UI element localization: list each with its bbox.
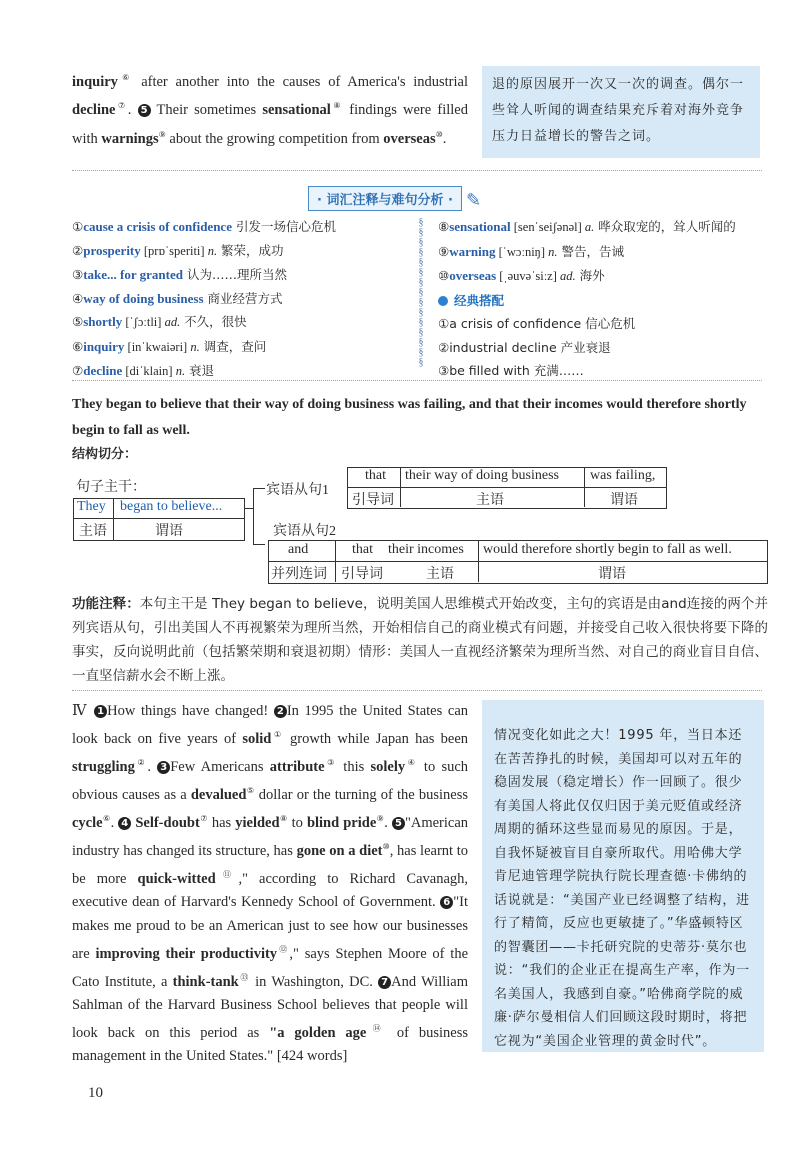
obj2-and: and	[288, 542, 309, 557]
box-line	[584, 467, 585, 507]
vocab-item	[438, 215, 768, 240]
vocab-number: ⑥	[72, 338, 84, 354]
vocab-list-left	[72, 215, 412, 384]
box-line	[347, 487, 666, 488]
vocab-pos: n.	[548, 244, 558, 259]
vocab-gloss: 繁荣，成功	[217, 242, 284, 258]
function-note-text: 本句主干是 They began to believe，说明美国人思维模式开始改变，主句的宾语是由and连接的两个并列宾语从句，引出美国人不再视繁荣为理所当然，开始相信自己的商业模式有问题，并接受自己收入很快将要下降的事实，反向说明此前（包括繁荣期和衰退初期）情形：美国人一直视经济繁荣为理所当然、对自己的商业盲目自信、一直坚信薪水会不断上涨。	[72, 596, 768, 684]
vocab-list-right	[438, 215, 768, 383]
function-note	[72, 592, 768, 688]
obj2-subject-tag: 主语	[426, 567, 454, 582]
box-line	[113, 498, 114, 540]
object-clause-2-label: 宾语从句2	[273, 524, 336, 539]
vocab-phonetic: [inˈkwaiəri]	[124, 339, 191, 354]
vocab-number: ⑨	[438, 243, 450, 259]
vocab-word: sensational	[449, 219, 511, 234]
obj1-predicate: was failing,	[590, 468, 656, 483]
vocab-word: inquiry	[83, 338, 125, 354]
vocab-gloss: 引发一场信心危机	[231, 219, 336, 234]
vocab-word: decline	[83, 363, 123, 378]
obj2-that: that	[352, 542, 373, 557]
difficult-sentence: They began to believe that their way of doing business was failing, and that their incomes would therefore shortly begin to fall as well.	[72, 397, 747, 438]
vocab-word: overseas	[449, 268, 497, 283]
vocab-phonetic: [diˈklain]	[122, 364, 176, 378]
collocation-item: ③be filled with 充满……	[438, 363, 584, 378]
obj2-predicate-tag: 谓语	[598, 567, 626, 582]
divider	[72, 170, 762, 171]
vocab-phonetic: [ˈwɔːniŋ]	[495, 244, 549, 259]
vocab-number: ⑤	[72, 314, 84, 329]
collocation-item: ②industrial decline 产业衰退	[438, 339, 611, 355]
vocab-word: shortly	[83, 314, 123, 329]
vocab-item	[72, 310, 412, 335]
vocab-item	[438, 264, 768, 289]
vocab-word: take... for granted	[83, 267, 183, 282]
obj1-subject-tag: 主语	[476, 493, 504, 508]
bullet-icon	[438, 296, 448, 306]
object-clause-1-label: 宾语从句1	[266, 483, 329, 498]
box-line	[400, 467, 401, 507]
vocab-section-title	[308, 186, 508, 210]
vocab-pos: ad.	[560, 269, 576, 283]
vocab-phonetic: [senˈseiʃənəl]	[510, 220, 585, 234]
vocab-number: ②	[72, 242, 84, 258]
obj1-predicate-tag: 谓语	[610, 493, 638, 508]
predicate-tag: 谓语	[155, 524, 183, 539]
bracket-line	[244, 508, 254, 509]
vocab-word: cause a crisis of confidence	[83, 219, 232, 234]
vocab-gloss: 衰退	[185, 363, 215, 378]
vocab-word: way of doing business	[83, 290, 204, 306]
vocab-item	[72, 335, 412, 360]
vocab-word: warning	[449, 243, 496, 259]
top-english-paragraph: inquiry⑥ after another into the causes of America's industrial decline⑦. 5 Their sometimes sensational⑧ findings were filled with warnings⑨ about the growing competition from overseas⑩.	[72, 73, 469, 147]
vocab-phonetic: [ˈʃɔːtli]	[122, 315, 165, 329]
vocab-word: prosperity	[83, 242, 141, 258]
subject-text: They	[77, 499, 106, 514]
bracket-line	[253, 544, 265, 545]
paragraph-4-english: Ⅳ 1 How things have changed! 2 In 1995 the United States can look back on five years of solid① growth while Japan has been struggling②. 3 Few Americans attribute③ this solely④ to such obvious causes as a devalued⑤ dollar or the turning of the business cycle⑥. 4 Self-doubt⑦ has yielded⑧ to blind pride⑨. 5 "American industry has changed its structure, has gone on a diet⑩, has learnt to be more quick-witted⑪," according to Richard Cavanagh, executive dean of Harvard's Kennedy School of Government. 6 "It makes me proud to be an American just to see how our businesses are improving their productivity⑫," says Stephen Moore of the Cato Institute, a think-tank⑬ in Washington, DC. 7 And William Sahlman of the Harvard Business School believes that people will look back on this period as "a golden age⑭ of business management in the United States." [424 words]	[72, 703, 469, 1065]
structure-label: 结构切分：	[72, 447, 138, 462]
vocab-pos: a.	[584, 220, 595, 234]
vocab-item	[72, 215, 412, 239]
vocab-number: ⑦	[72, 363, 84, 378]
vocab-gloss: 不久，很快	[180, 314, 247, 329]
vocab-gloss: 哗众取宠的，耸人听闻的	[594, 219, 736, 234]
paragraph-4-chinese-translation: 情况变化如此之大！1995 年，当日本还在苦苦挣扎的时候，美国却可以对五年的稳固发展（稳定增长）作一回顾了。很少有美国人将此仅仅归因于美元贬值或经济周期的循环这些显而易见的原因。于是，自我怀疑被盲目自豪所取代。用哈佛大学肯尼迪管理学院执行院长理查德·卡佛纳的话说就是：“美国产业已经调整了结构，进行了精简，反应也更敏捷了。”华盛顿特区的智囊团——卡托研究院的史蒂芬·莫尔也说：“我们的企业正在提高生产率，作为一名美国人，我感到自豪。”哈佛商学院的威廉·萨尔曼相信人们回顾这段时期时，将把它视为“美国企业管理的黄金时代”。	[482, 700, 764, 1052]
predicate-text: began to believe...	[120, 499, 223, 514]
box-line	[478, 540, 479, 582]
vocab-pos: n.	[207, 243, 218, 258]
obj2-predicate: would therefore shortly begin to fall as well.	[483, 542, 732, 557]
collocation-item: ①a crisis of confidence 信心危机	[438, 316, 636, 331]
obj2-subject: their incomes	[388, 542, 464, 557]
vocab-number: ⑧	[438, 219, 450, 234]
bracket-line	[253, 488, 265, 489]
vocab-pos: ad.	[164, 315, 181, 329]
vocab-item	[72, 239, 412, 264]
collocation-heading-text: 经典搭配	[454, 292, 505, 308]
vocab-title-text: · 词汇注释与难句分析 ·	[308, 186, 462, 211]
vocab-gloss: 调查，查问	[199, 338, 267, 354]
obj1-that-tag: 引导词	[352, 493, 394, 508]
vocab-gloss: 警告，告诫	[557, 243, 625, 259]
vocab-number: ④	[72, 290, 84, 306]
page-number: 10	[88, 1085, 103, 1101]
subject-tag: 主语	[79, 524, 107, 539]
vocab-pos: n.	[190, 339, 200, 354]
obj1-subject: their way of doing business	[405, 468, 559, 483]
vocab-item	[438, 240, 768, 265]
obj2-and-tag: 并列连词	[271, 567, 327, 582]
vocab-pos: n.	[175, 364, 186, 378]
function-note-label: 功能注释：	[72, 596, 140, 612]
vocab-number: ⑩	[438, 268, 450, 283]
vocab-phonetic: [ˌəuvəˈsiːz]	[496, 269, 561, 283]
obj1-that: that	[365, 468, 386, 483]
vocab-number: ③	[72, 267, 84, 282]
box-line	[73, 518, 244, 519]
vocab-gloss: 认为……理所当然	[183, 267, 287, 282]
box-line	[268, 561, 767, 562]
divider	[72, 380, 762, 381]
vocab-gloss: 海外	[575, 268, 605, 283]
vocab-item	[72, 287, 412, 311]
bracket-line	[253, 488, 254, 544]
top-chinese-translation: 退的原因展开一次又一次的调查。偶尔一些耸人听闻的调查结果充斥着对海外竞争压力日益增长的警告之词。	[482, 66, 760, 158]
vocab-gloss: 商业经营方式	[203, 290, 283, 306]
collocation-heading	[438, 289, 768, 313]
spiral-binding-icon: § § § § § § § § § § § § § § §	[418, 217, 424, 368]
divider	[72, 690, 762, 691]
obj2-that-tag: 引导词	[341, 567, 383, 582]
pen-icon: ✎	[465, 189, 482, 210]
vocab-item	[72, 263, 412, 287]
main-clause-label: 句子主干：	[76, 480, 146, 495]
box-line	[335, 540, 336, 582]
vocab-phonetic: [prɒˈsperiti]	[140, 243, 208, 258]
vocab-number: ①	[72, 219, 84, 234]
